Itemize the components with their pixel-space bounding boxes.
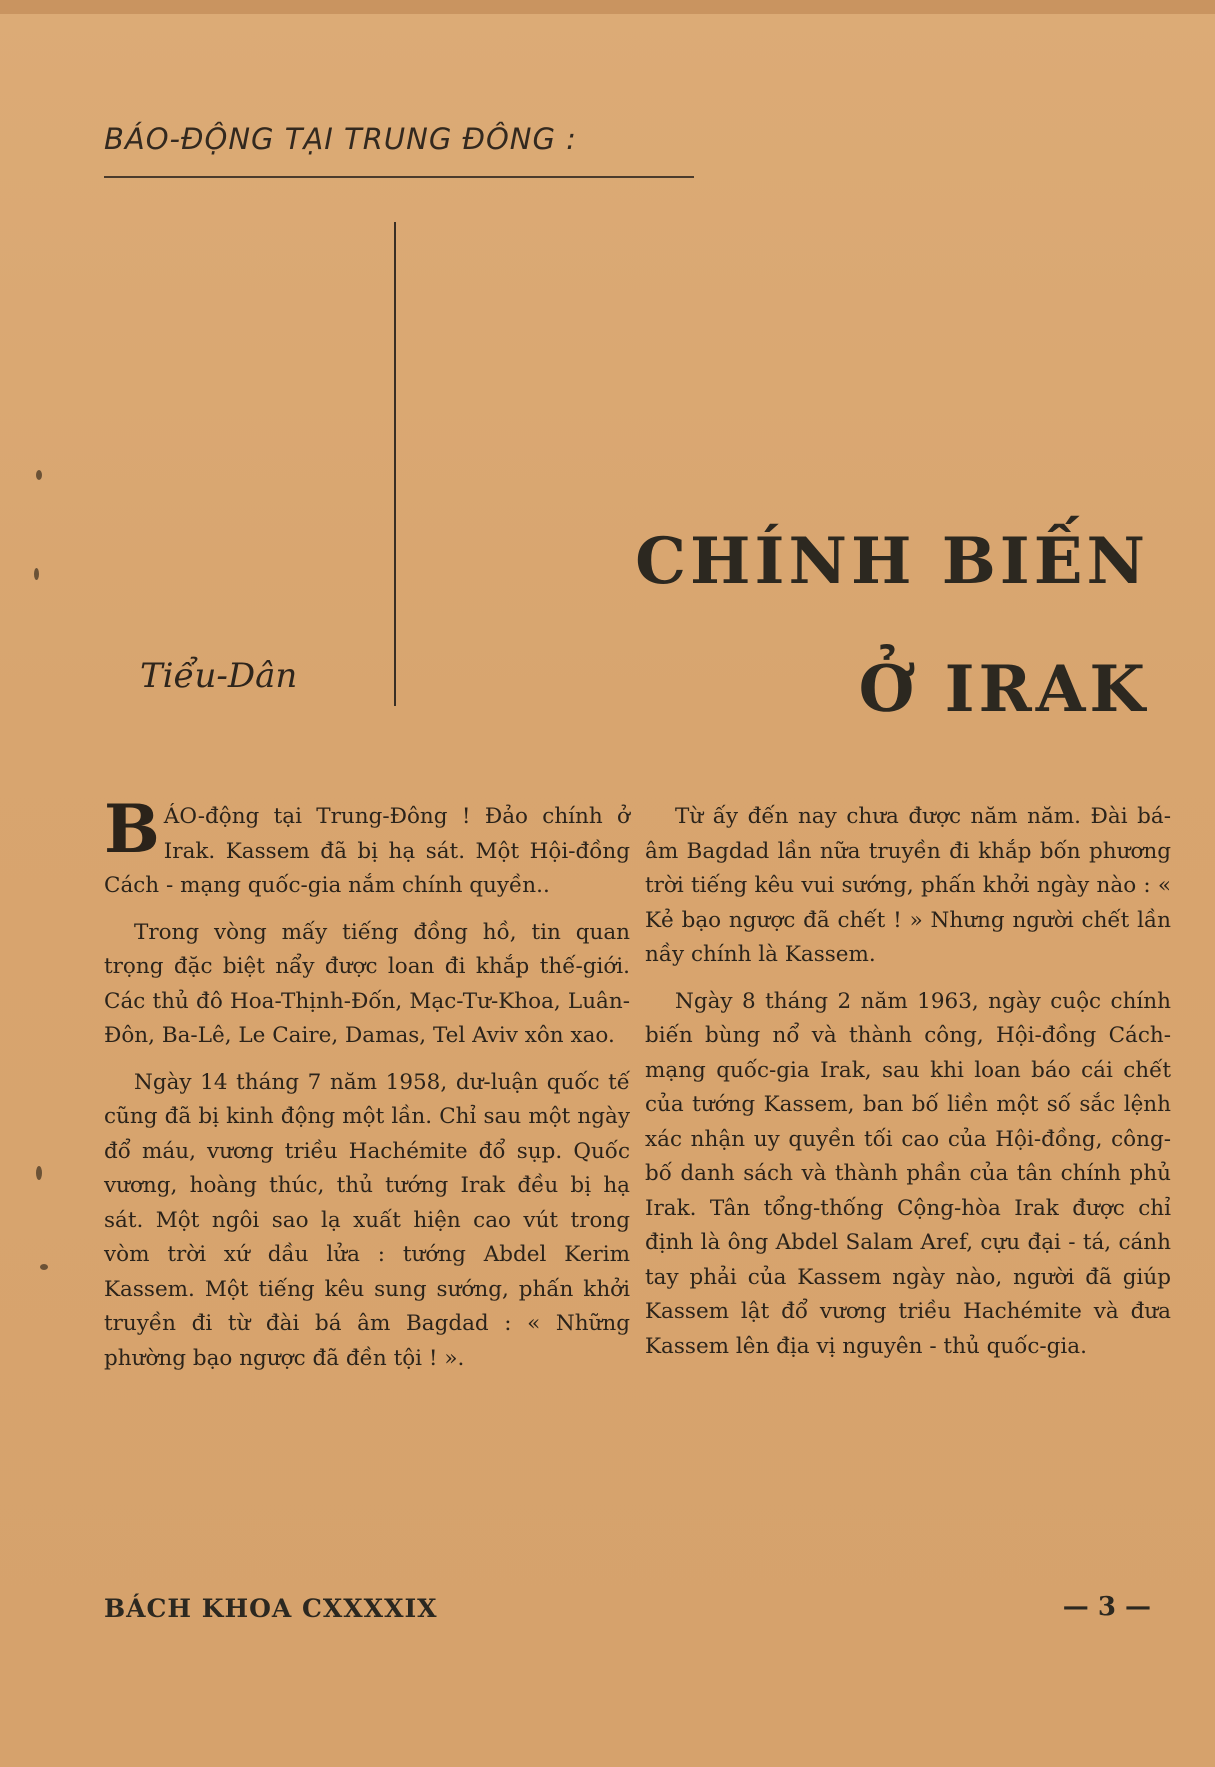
paragraph: Ngày 8 tháng 2 năm 1963, ngày cuộc chính biến bùng nổ và thành công, Hội-đồng Cách-mạng quốc-gia Irak, sau khi loan báo cái chết của tướng Kassem, ban bố liền một số sắc lệnh xác nhận uy quyền tối cao của Hội-đồng, công-bố danh sách và thành phần của tân chính phủ Irak. Tân tổng-thống Cộng-hòa Irak được chỉ định là ông Abdel Salam Aref, cựu đại - tá, cánh tay phải của Kassem ngày nào, người đã giúp Kassem lật đổ vương triều Hachémite và đưa Kassem lên địa vị nguyên - thủ quốc-gia. bbox=[645, 988, 1171, 1359]
paragraph: BÁO-động tại Trung-Đông ! Đảo chính ở Irak. Kassem đã bị hạ sát. Một Hội-đồng Cách - mạng quốc-gia nắm chính quyền.. bbox=[104, 790, 630, 898]
author-signature: Tiểu-Dân bbox=[140, 656, 298, 696]
header-rule bbox=[104, 176, 694, 178]
paper-speck bbox=[40, 1264, 48, 1270]
paper-speck bbox=[36, 1166, 42, 1180]
page-number: — 3 — bbox=[1062, 1592, 1151, 1622]
publication-footer: BÁCH KHOA CXXXXIX bbox=[104, 1594, 438, 1623]
article-title-line1: CHÍNH BIẾN bbox=[635, 524, 1149, 599]
drop-cap: B bbox=[104, 790, 160, 868]
column-right bbox=[645, 800, 1171, 1364]
section-header: BÁO-ĐỘNG TẠI TRUNG ĐÔNG : bbox=[104, 122, 577, 156]
column-left bbox=[104, 790, 630, 1376]
paper-speck bbox=[34, 568, 39, 580]
paper-speck bbox=[36, 470, 42, 480]
article-title-line2: Ở IRAK bbox=[858, 652, 1149, 727]
page-top-edge bbox=[0, 0, 1215, 14]
paragraph: Từ ấy đến nay chưa được năm năm. Đài bá-âm Bagdad lần nữa truyền đi khắp bốn phương trời tiếng kêu vui sướng, phấn khởi ngày nào : « Kẻ bạo ngược đã chết ! » Nhưng người chết lần nầy chính là Kassem. bbox=[645, 804, 1171, 967]
paragraph: Trong vòng mấy tiếng đồng hồ, tin quan trọng đặc biệt nẩy được loan đi khắp thế-giới. Các thủ đô Hoa-Thịnh-Đốn, Mạc-Tư-Khoa, Luân-Đôn, Ba-Lê, Le Caire, Damas, Tel Aviv xôn xao. bbox=[104, 919, 630, 1048]
paragraph: Ngày 14 tháng 7 năm 1958, dư-luận quốc tế cũng đã bị kinh động một lần. Chỉ sau một ngày đổ máu, vương triều Hachémite đổ sụp. Quốc vương, hoàng thúc, thủ tướng Irak đều bị hạ sát. Một ngôi sao lạ xuất hiện cao vút trong vòm trời xứ dầu lửa : tướng Abdel Kerim Kassem. Một tiếng kêu sung sướng, phấn khởi truyền đi từ đài bá âm Bagdad : « Những phường bạo ngược đã đền tội ! ». bbox=[104, 1069, 630, 1371]
vertical-divider bbox=[394, 222, 396, 706]
